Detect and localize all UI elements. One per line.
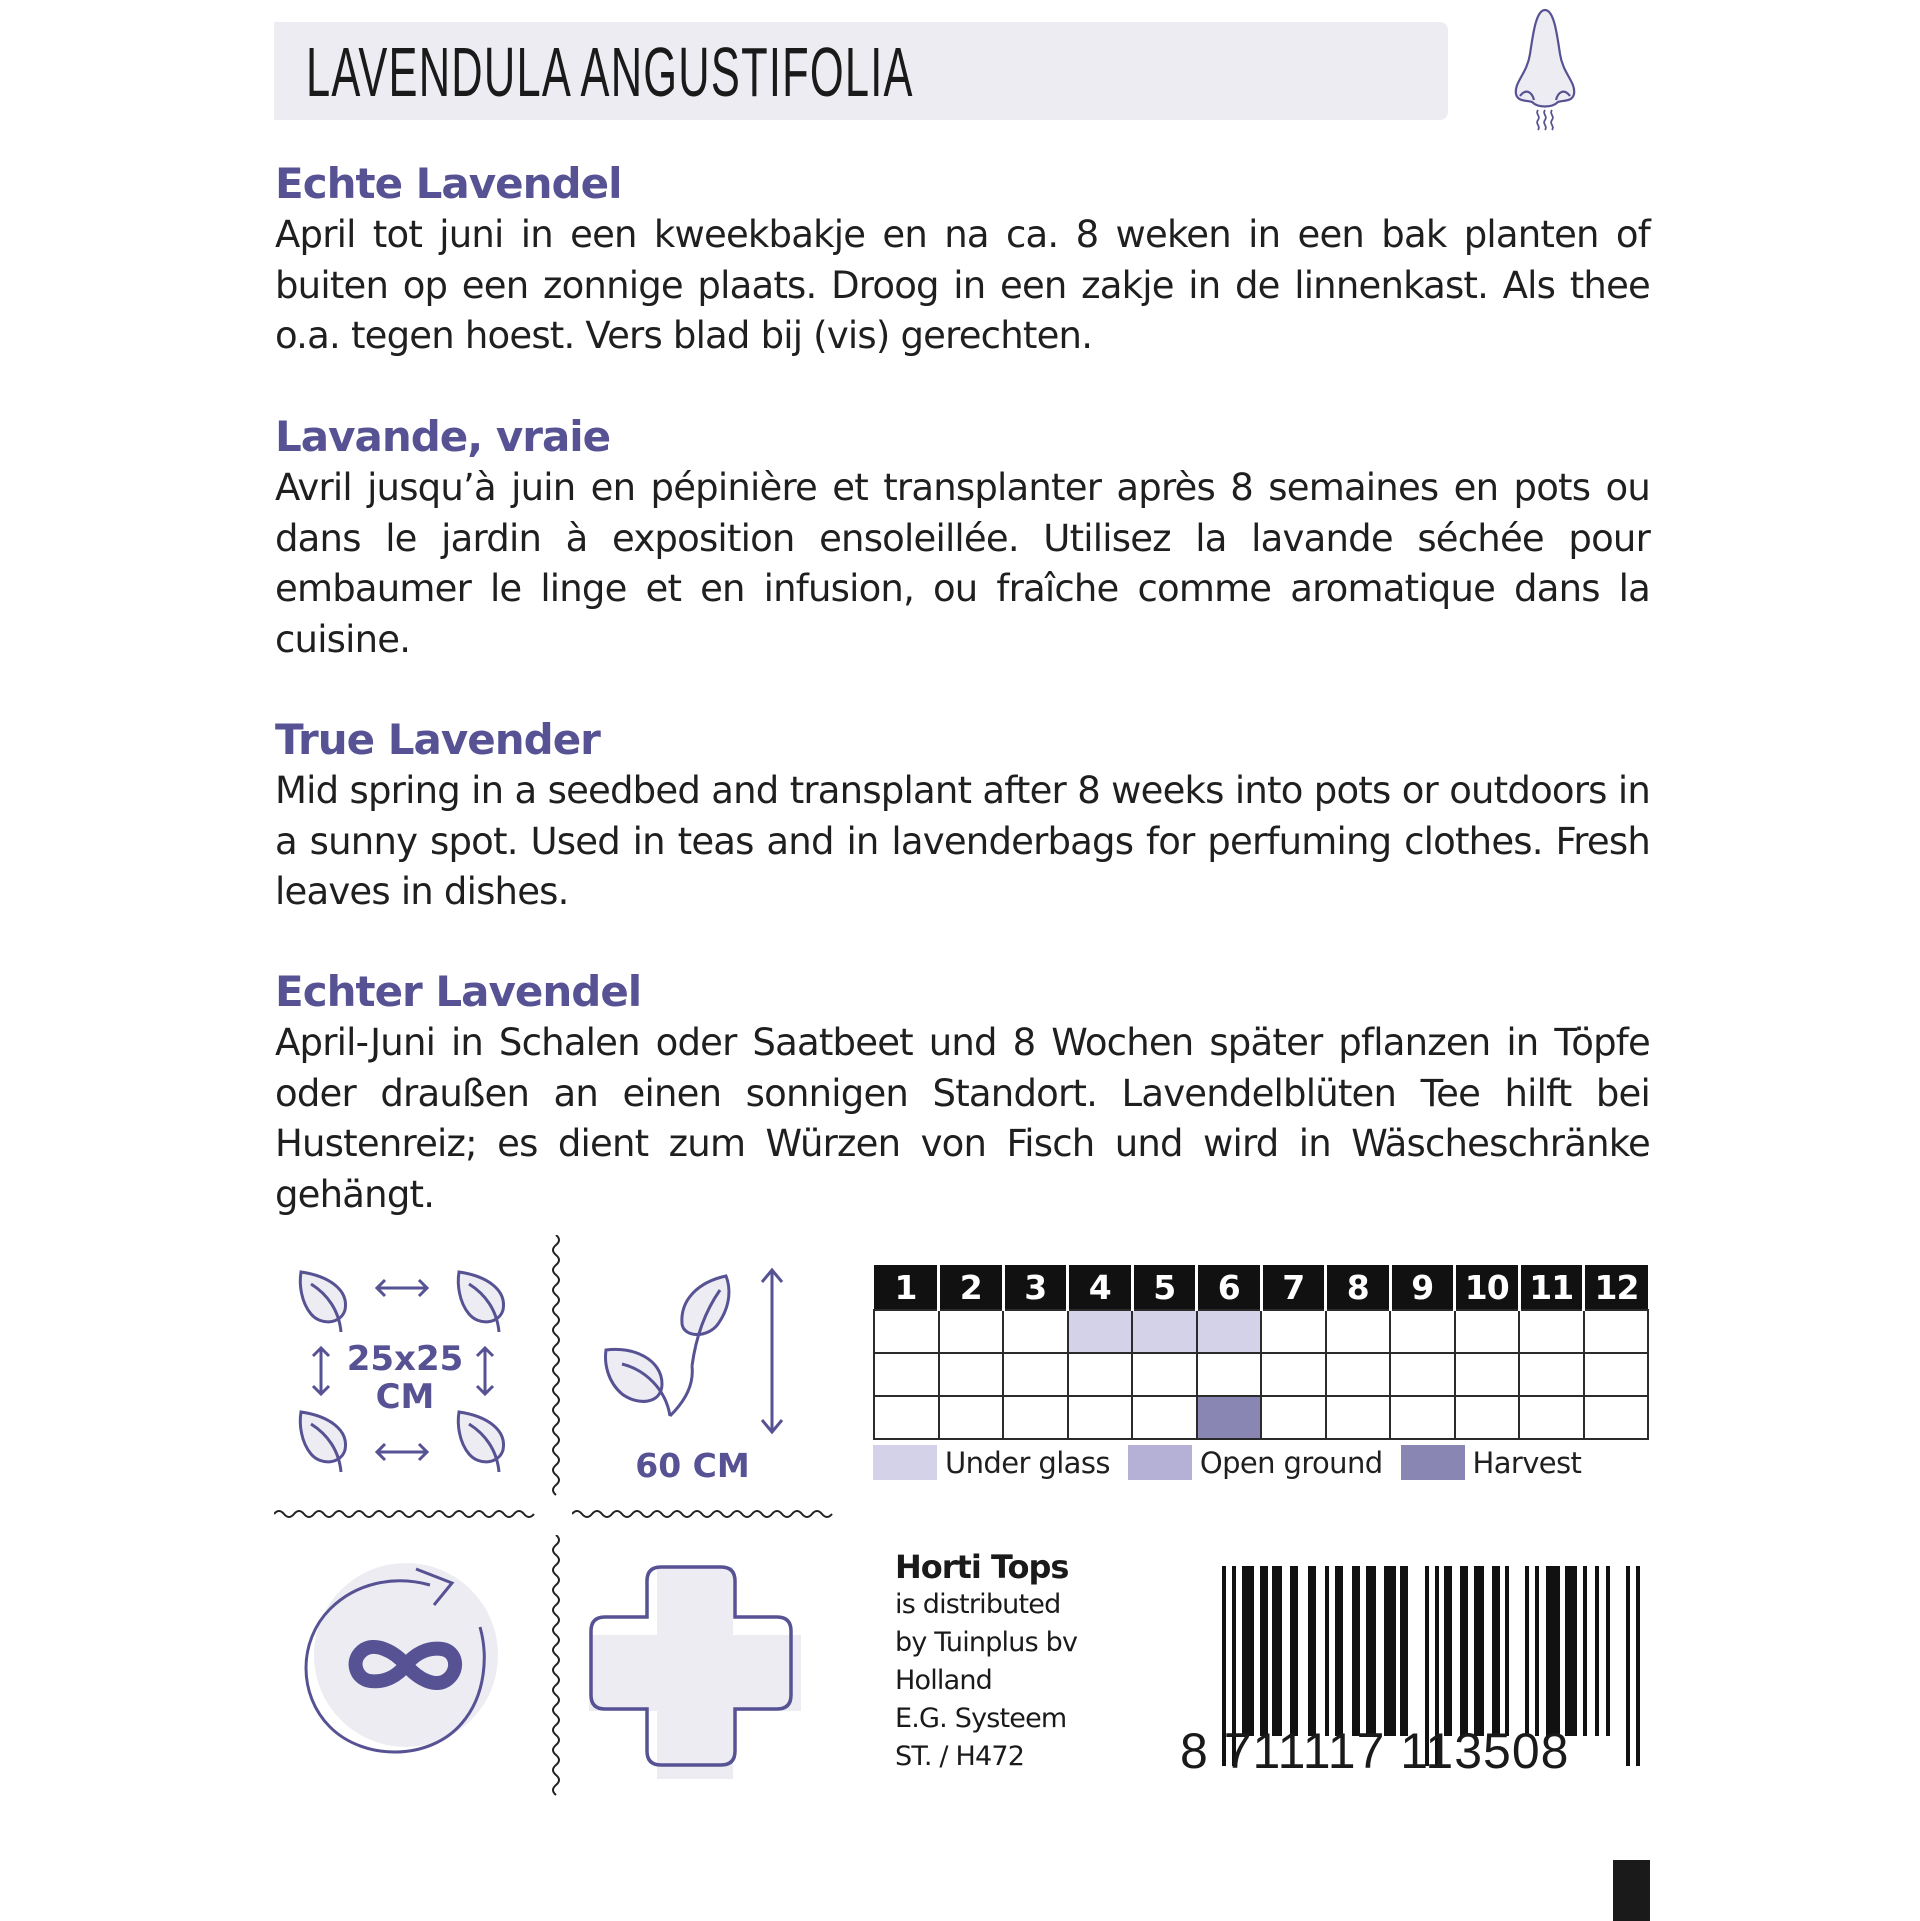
title-band [274,22,1448,120]
calendar-cell [1003,1310,1068,1353]
month-header: 1 [874,1265,939,1310]
perennial-infinity-icon [290,1555,510,1775]
legend-item [1128,1445,1383,1480]
distributor-line: ST. / H472 [895,1741,1025,1772]
calendar-cell [874,1396,939,1439]
calendar-row [874,1396,1648,1439]
month-header: 6 [1197,1265,1262,1310]
calendar-cell [874,1353,939,1396]
barcode-number: 8 711117 113508 [1180,1723,1570,1779]
calendar-cell [874,1310,939,1353]
calendar-cell [1455,1396,1520,1439]
legend-item [873,1445,1110,1480]
month-header: 8 [1326,1265,1391,1310]
calendar-header-row [874,1265,1648,1310]
section-text: Mid spring in a seedbed and transplant after 8 weeks into pots or outdoors in a sunny spot. Used in teas and in lavenderbags for perfuming clothes. Fresh leaves in dishes. [275,769,1650,913]
calendar-cell [939,1396,1004,1439]
section-dutch [275,158,1650,362]
spacing-label [335,1340,475,1416]
calendar-cell [1068,1353,1133,1396]
calendar-cell [1197,1310,1262,1353]
height-label: 60 CM [635,1446,750,1485]
calendar-cell [1326,1310,1391,1353]
calendar-cell [1197,1396,1262,1439]
wavy-divider [548,1235,564,1500]
calendar-cell [1132,1353,1197,1396]
section-title: True Lavender [275,715,600,764]
calendar-cell [1068,1396,1133,1439]
calendar-cell [1519,1310,1584,1353]
month-header: 9 [1390,1265,1455,1310]
section-title: Echter Lavendel [275,967,642,1016]
wavy-divider [548,1535,564,1800]
month-header: 4 [1068,1265,1133,1310]
calendar-cell [939,1310,1004,1353]
calendar-cell [1326,1396,1391,1439]
month-header: 5 [1132,1265,1197,1310]
distributor-info [895,1548,1077,1776]
spacing-value: 25x25 [346,1339,464,1379]
latin-name: LAVENDULA ANGUSTIFOLIA [306,33,914,111]
legend-label: Open ground [1199,1445,1383,1480]
calendar-cell [1455,1310,1520,1353]
section-french [275,411,1650,665]
month-header: 10 [1455,1265,1520,1310]
calendar-cell [1390,1310,1455,1353]
calendar-cell [1003,1353,1068,1396]
section-title: Echte Lavendel [275,159,622,208]
calendar-cell [1519,1353,1584,1396]
calendar-cell [939,1353,1004,1396]
wavy-divider [572,1508,838,1520]
calendar-cell [1132,1310,1197,1353]
distributor-line: by Tuinplus bv [895,1627,1078,1658]
calendar-cell [1390,1396,1455,1439]
calendar-cell [1261,1353,1326,1396]
calendar-legend [873,1445,1599,1480]
month-header: 7 [1261,1265,1326,1310]
calendar-cell [1584,1353,1649,1396]
distributor-line: Holland [895,1665,993,1696]
sowing-calendar [873,1265,1649,1440]
month-header: 11 [1519,1265,1584,1310]
section-text: Avril jusqu’à juin en pépinière et transplanter après 8 semaines en pots ou dans le jardin à exposition ensoleillée. Utilisez la lavande séchée pour embaumer le linge et en infusion, ou fraîche comme aromatique dans la cuisine. [275,466,1650,661]
calendar-cell [1132,1396,1197,1439]
nose-scent-icon [1500,4,1590,134]
legend-swatch [1401,1445,1465,1480]
calendar-cell [1584,1310,1649,1353]
legend-label: Harvest [1472,1445,1582,1480]
wavy-divider [274,1508,540,1520]
section-title: Lavande, vraie [275,412,611,461]
calendar-row [874,1353,1648,1396]
distributor-line: is distributed [895,1589,1061,1620]
brand-name: Horti Tops [895,1548,1069,1586]
distributor-line: E.G. Systeem [895,1703,1067,1734]
calendar-cell [1068,1310,1133,1353]
calendar-row [874,1310,1648,1353]
month-header: 3 [1003,1265,1068,1310]
section-text: April-Juni in Schalen oder Saatbeet und 8 Wochen später pflanzen in Töpfe oder draußen an einen sonnigen Standort. Lavendelblüten Tee hilft bei Hustenreiz; es dient zum Würzen von Fisch und wird in Wäscheschränke gehängt. [275,1021,1650,1216]
legend-swatch [873,1445,937,1480]
month-header: 12 [1584,1265,1649,1310]
calendar-cell [1326,1353,1391,1396]
calendar-cell [1261,1396,1326,1439]
calendar-cell [1519,1396,1584,1439]
legend-item [1401,1445,1582,1480]
section-english [275,714,1650,918]
calendar-cell [1584,1396,1649,1439]
calendar-cell [1003,1396,1068,1439]
plant-height-icon [600,1260,800,1450]
legend-swatch [1128,1445,1192,1480]
section-german [275,966,1650,1220]
registration-mark [1613,1860,1650,1921]
spacing-unit: CM [375,1377,435,1417]
section-text: April tot juni in een kweekbakje en na ca. 8 weken in een bak planten of buiten op een zonnige plaats. Droog in een zakje in de linnenkast. Als thee o.a. tegen hoest. Vers blad bij (vis) gerechten. [275,213,1650,357]
legend-label: Under glass [945,1445,1110,1480]
calendar-cell [1261,1310,1326,1353]
calendar-cell [1390,1353,1455,1396]
calendar-cell [1197,1353,1262,1396]
month-header: 2 [939,1265,1004,1310]
medicinal-cross-icon [585,1555,815,1785]
calendar-cell [1455,1353,1520,1396]
